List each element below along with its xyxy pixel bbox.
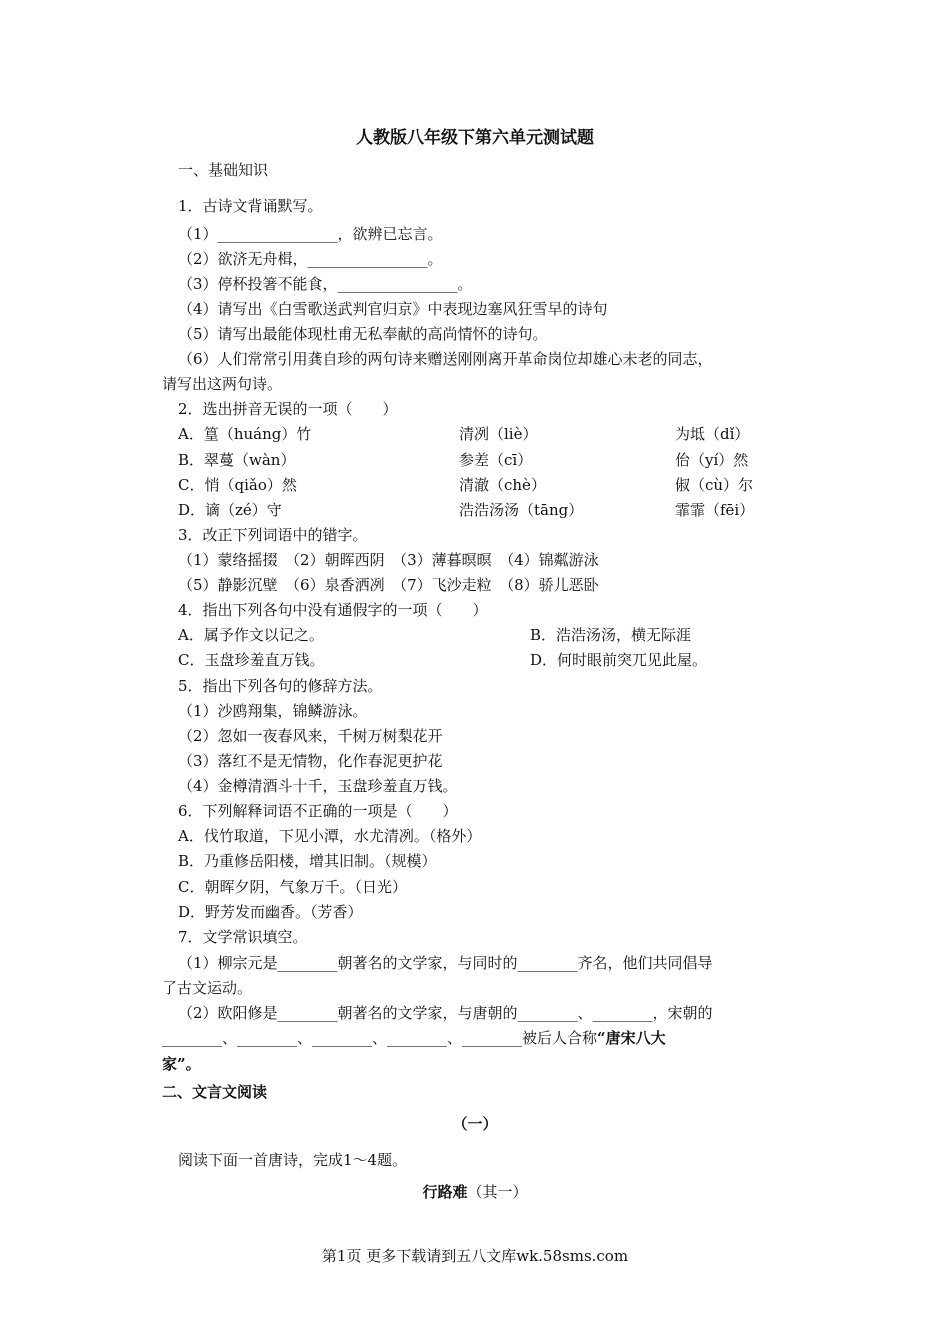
question-6-option: C．朝晖夕阴，气象万千。（日光） — [178, 878, 407, 896]
poem-title-line — [0, 1182, 950, 1202]
question-4-heading: 4．指出下列各句中没有通假字的一项（ ） — [178, 601, 488, 619]
question-5-item: （2）忽如一夜春风来，千树万树梨花开 — [178, 727, 443, 745]
question-3-line: （5）静影沉壁 （6）泉香洒冽 （7）飞沙走粒 （8）骄儿恶卧 — [178, 576, 599, 594]
option-b-col3: 佁（yí）然 — [675, 451, 749, 469]
question-1-item: （1）________________，欲辨已忘言。 — [178, 225, 443, 243]
question-6-option: D．野芳发而幽香。（芳香） — [178, 903, 363, 921]
question-1-heading: 1．古诗文背诵默写。 — [178, 197, 323, 215]
question-6-heading: 6．下列解释词语不正确的一项是（ ） — [178, 802, 458, 820]
question-6-option: B．乃重修岳阳楼，增其旧制。（规模） — [178, 852, 437, 870]
question-4-option-a: A．属予作文以记之。 — [178, 626, 324, 644]
option-d-col3: 霏霏（fēi） — [675, 501, 755, 519]
question-1-item: （2）欲济无舟楫，________________。 — [178, 250, 443, 268]
question-1-item: （5）请写出最能体现杜甫无私奉献的高尚情怀的诗句。 — [178, 325, 548, 343]
option-a-col3: 为坻（dǐ） — [675, 425, 750, 443]
question-3-line: （1）蒙络摇掇 （2）朝晖西阴 （3）薄暮暝暝 （4）锦粼游泳 — [178, 551, 599, 569]
question-5-item: （3）落红不是无情物，化作春泥更护花 — [178, 752, 443, 770]
question-7-emphasis: “唐宋八大 — [597, 1029, 666, 1047]
option-b-col1: B．翠蔓（wàn） — [178, 451, 296, 469]
question-7-line: （2）欧阳修是________朝著名的文学家，与唐朝的________、________，宋朝的 — [178, 1004, 713, 1022]
question-7-blanks: ________、________、________、________、________被后人合称 — [162, 1029, 598, 1047]
question-5-item: （4）金樽清酒斗十千，玉盘珍羞直万钱。 — [178, 777, 458, 795]
question-7-line: 家”。 — [162, 1055, 201, 1073]
option-c-col2: 清澈（chè） — [459, 476, 546, 494]
page-footer: 第1页 更多下载请到五八文库wk.58sms.com — [321, 1247, 629, 1265]
question-6-option: A．伐竹取道，下见小潭，水尤清冽。（格外） — [178, 827, 482, 845]
question-4-option-d: D．何时眼前突兀见此屋。 — [530, 651, 708, 669]
question-1-item: （6）人们常常引用龚自珍的两句诗来赠送刚刚离开革命岗位却雄心未老的同志， — [178, 350, 713, 368]
question-3-heading: 3．改正下列词语中的错字。 — [178, 526, 368, 544]
question-7-line: （1）柳宗元是________朝著名的文学家，与同时的________齐名，他们共同倡导 — [178, 954, 713, 972]
option-d-col2: 浩浩汤汤（tāng） — [459, 501, 584, 519]
section-heading-basics: 一、基础知识 — [178, 161, 269, 179]
question-5-item: （1）沙鸥翔集，锦鳞游泳。 — [178, 702, 368, 720]
question-7-heading: 7．文学常识填空。 — [178, 928, 308, 946]
question-5-heading: 5．指出下列各句的修辞方法。 — [178, 677, 383, 695]
reading-instructions: 阅读下面一首唐诗，完成1～4题。 — [178, 1151, 408, 1169]
question-4-option-b: B．浩浩汤汤，横无际涯 — [530, 626, 692, 644]
option-d-col1: D．谪（zé）守 — [178, 501, 282, 519]
question-1-item: （4）请写出《白雪歌送武判官归京》中表现边塞风狂雪早的诗句 — [178, 300, 608, 318]
question-7-line — [162, 1028, 666, 1048]
page-title: 人教版八年级下第六单元测试题 — [356, 128, 594, 148]
option-a-col2: 清冽（liè） — [459, 425, 538, 443]
question-4-option-c: C．玉盘珍羞直万钱。 — [178, 651, 325, 669]
question-7-line: 了古文运动。 — [162, 979, 253, 997]
option-b-col2: 参差（cī） — [459, 451, 533, 469]
question-1-item: （3）停杯投箸不能食，________________。 — [178, 275, 473, 293]
question-1-item: 请写出这两句诗。 — [162, 375, 283, 393]
option-c-col3: 俶（cù）尔 — [675, 476, 754, 494]
poem-subtitle: （其一） — [467, 1183, 528, 1201]
option-c-col1: C．悄（qiǎo）然 — [178, 476, 297, 494]
part-label: （一） — [452, 1115, 498, 1133]
option-a-col1: A．篁（huáng）竹 — [178, 425, 312, 443]
poem-title: 行路难 — [422, 1183, 468, 1201]
question-2-heading: 2．选出拼音无误的一项（ ） — [178, 400, 398, 418]
section-heading-classical-reading: 二、文言文阅读 — [162, 1083, 268, 1101]
